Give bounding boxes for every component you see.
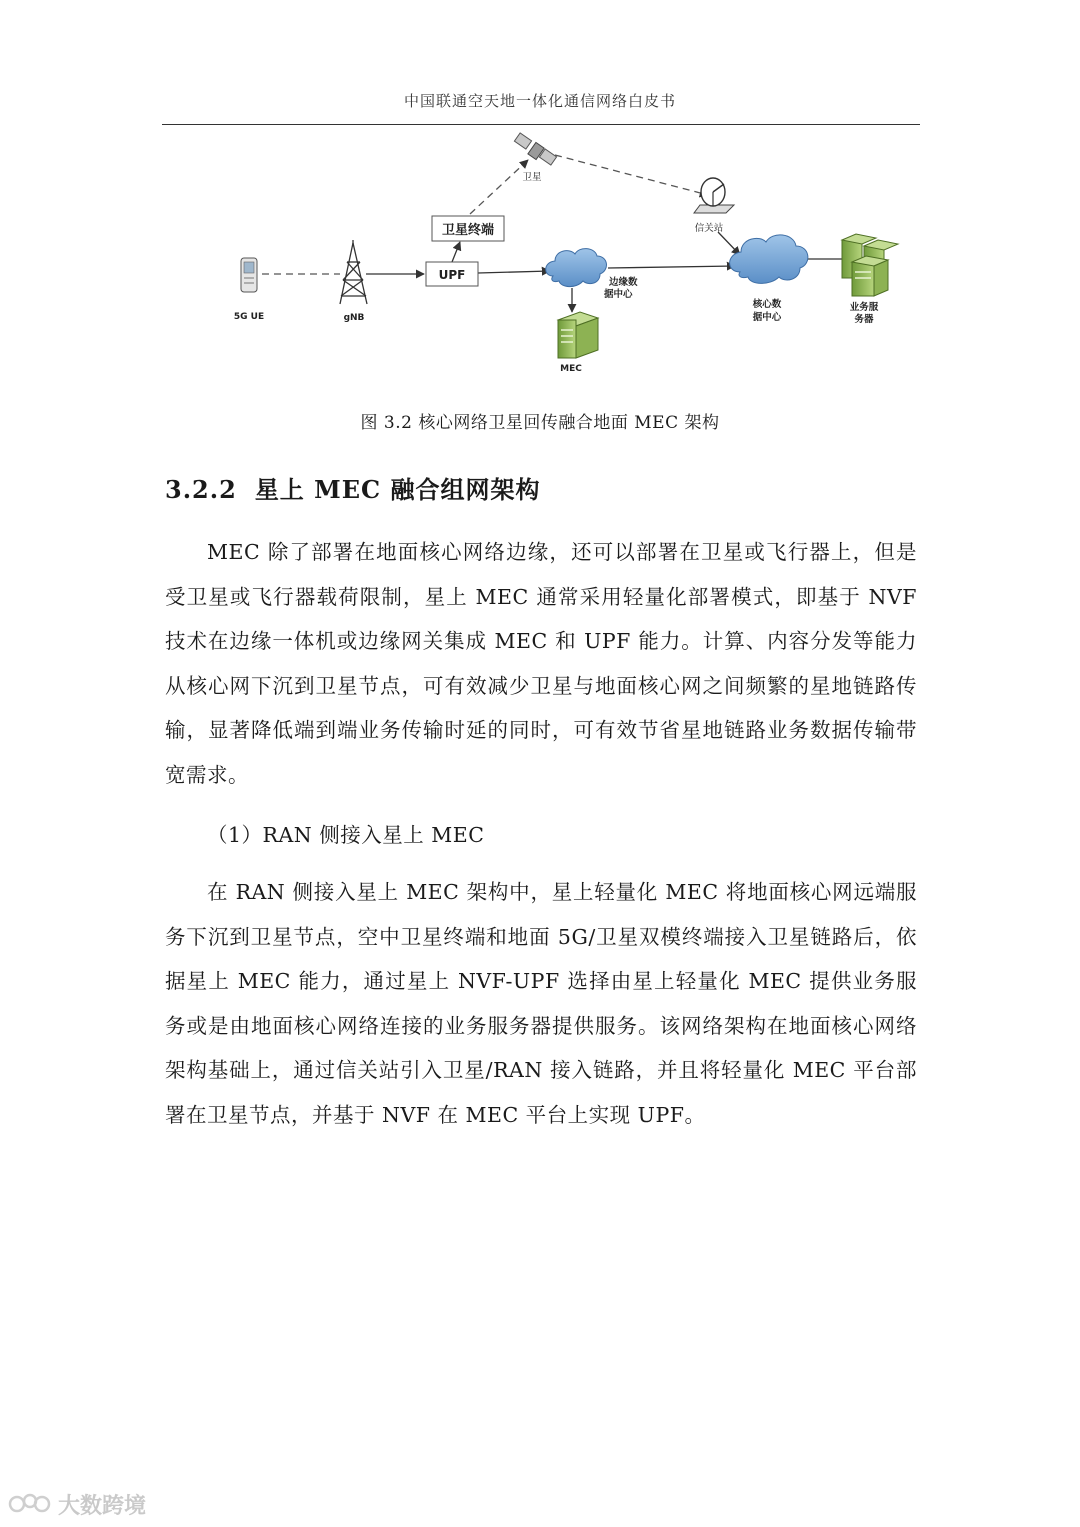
biz-server-label-line2: 务器 (854, 314, 874, 325)
edge-dc-label-line2: 据中心 (604, 289, 633, 300)
watermark-logo-icon (8, 1491, 52, 1517)
core-cloud-icon (730, 235, 808, 284)
watermark (8, 1489, 146, 1519)
section-number: 3.2.2 (165, 475, 237, 504)
body-paragraph-1: MEC 除了部署在地面核心网络边缘，还可以部署在卫星或飞行器上，但是受卫星或飞行器载荷限制，星上 MEC 通常采用轻量化部署模式，即基于 NVF 技术在边缘一体机或边缘网关集成 MEC 和 UPF 能力。计算、内容分发等能力从核心网下沉到卫星节点，可有效减少卫星与地面核心网之间频繁的星地链路传输，显著降低端到端业务传输时延的同时，可有效节省星地链路业务数据传输带宽需求。 (165, 540, 917, 787)
satellite-terminal-label: 卫星终端 (441, 223, 495, 238)
link-edge-core (608, 266, 735, 268)
mec-server-icon (558, 312, 598, 358)
link-upf-terminal (452, 242, 460, 262)
link-satellite-gateway (555, 155, 708, 195)
page-header: 中国联通空天地一体化通信网络白皮书 (403, 92, 676, 110)
gateway-label: 信关站 (694, 223, 724, 234)
ue-label: 5G UE (233, 312, 265, 322)
gnb-label: gNB (343, 313, 365, 323)
mec-label: MEC (560, 364, 582, 374)
satellite-icon (514, 133, 556, 165)
biz-server-label-line1: 业务服 (849, 302, 879, 313)
gnb-tower-icon (340, 240, 367, 304)
core-dc-label-line2: 据中心 (752, 312, 782, 323)
satellite-label: 卫星 (522, 172, 542, 183)
link-gateway-core (718, 232, 740, 255)
gateway-dish-icon (694, 178, 734, 213)
architecture-diagram (0, 0, 1080, 400)
core-dc-label-line1: 核心数 (752, 299, 782, 310)
phone-icon (241, 258, 257, 292)
body-paragraph-2: 在 RAN 侧接入星上 MEC 架构中，星上轻量化 MEC 将地面核心网远端服务下沉到卫星节点，空中卫星终端和地面 5G/卫星双模终端接入卫星链路后，依据星上 MEC 能力，通过星上 NVF-UPF 选择由星上轻量化 MEC 提供业务服务或是由地面核心网络连接的业务服务器提供服务。该网络架构在地面核心网络架构基础上，通过信关站引入卫星/RAN 接入链路，并且将轻量化 MEC 平台部署在卫星节点，并基于 NVF 在 MEC 平台上实现 UPF。 (165, 880, 917, 1127)
business-servers-icon (842, 234, 898, 296)
link-terminal-satellite (470, 160, 528, 214)
edge-dc-label-line1: 边缘数 (609, 277, 638, 288)
subsection-heading: （1）RAN 侧接入星上 MEC (207, 823, 485, 847)
upf-label: UPF (438, 268, 466, 282)
section-heading (165, 470, 540, 505)
section-title-text: 星上 MEC 融合组网架构 (254, 475, 541, 504)
link-upf-edge (478, 271, 550, 273)
figure-caption: 图 3.2 核心网络卫星回传融合地面 MEC 架构 (360, 413, 720, 433)
edge-cloud-icon (546, 249, 607, 287)
watermark-text: 大数跨境 (58, 1493, 147, 1519)
